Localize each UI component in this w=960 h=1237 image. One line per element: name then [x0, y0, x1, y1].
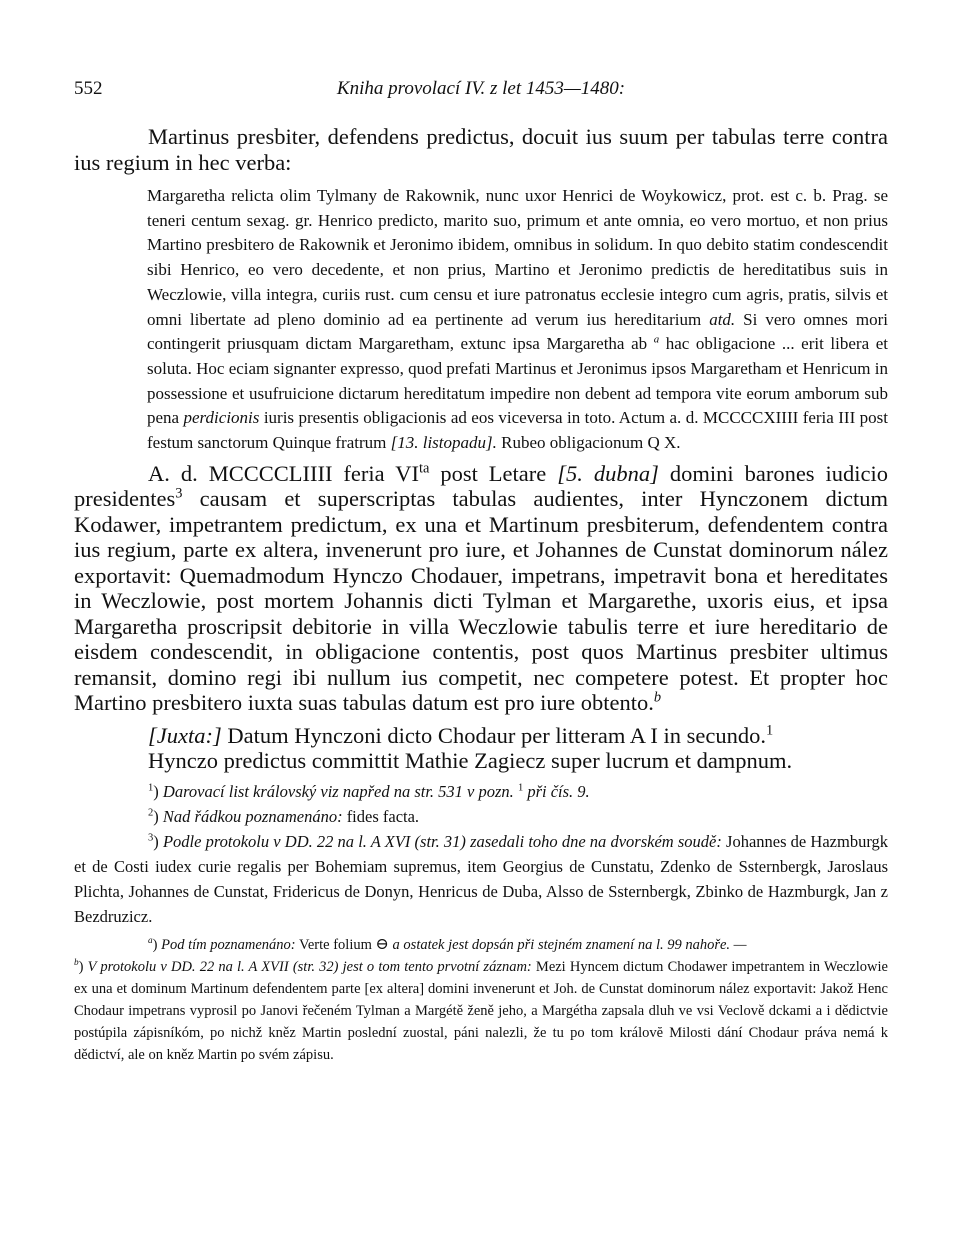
letter-note-a: $^a$) Pod tím poznamenáno: Verte folium ⊖ a ostatek jest dopsán při stejném znamení na l. 99 nahoře. —	[148, 935, 747, 953]
footnote-1: $^1$) Darovací list královský viz napřed na str. 531 v pozn. $^1$ při čís. 9.	[148, 781, 590, 801]
quote-text-5: Rubeo obligacionum Q X.	[501, 433, 681, 453]
juxta-line-2: Hynczo predictus committit Mathie Zagiecz super lucrum et dampnum.	[148, 747, 793, 773]
letter-notes	[74, 934, 888, 1066]
quoted-record	[147, 184, 888, 456]
quote-text-4: iuris presentis obligacionis ad eos viceversa in toto. Actum a. d. MCCCCXIIII feria III post festum sanctorum Quinque fratrum	[147, 408, 888, 453]
document-page	[74, 70, 888, 1066]
verdict-text-3: domini barones iudicio presidentes	[74, 460, 889, 512]
lead-paragraph: Martinus presbiter, defendens predictus, docuit ius suum per tabulas terre contra ius regium in hec verba:	[74, 124, 888, 175]
quote-atd: atd.	[709, 309, 736, 329]
verdict-paragraph	[74, 461, 888, 716]
quote-date-note: [13. listopadu].	[390, 433, 497, 453]
juxta-label: [Juxta:]	[148, 722, 222, 748]
juxta-note	[148, 723, 888, 773]
footnote-2: $^2$) Nad řádkou poznamenáno: fides facta.	[148, 806, 420, 826]
note-mark-b: b	[653, 689, 662, 706]
running-title: Kniha provolací IV. z let 1453—1480:	[336, 78, 626, 99]
quote-perdicionis: perdicionis	[183, 408, 260, 428]
quote-text-1: Margaretha relicta olim Tylmany de Rakownik, nunc uxor Henrici de Woykowicz, prot. est c. b. Prag. se teneri centum sexag. gr. Henrico predicto, marito suo, primum et ante omnia, eo vero mortuo, et non prius Martino presbitero de Rakownik et Jeronimo ibidem, omnibus in solidum. In quo debito statim condescendit sibi Henrico, eo vero decedente, et non prius, Martino et Jeronimo predictis de hereditatibus suis in Weczlowie, villa integra, curiis rust. cum censu et iure patronatus ecclesie integro cum agris, pratis, silvis et omni libertate ad pleno dominio ad ea pertinente ad verum ius hereditarium	[147, 186, 888, 329]
verdict-text-2: post Letare	[440, 460, 547, 486]
footnote-3: $^3$) Podle protokolu v DD. 22 na l. A XVI (str. 31) zasedali toho dne na dvorském soudě: Johannes de Hazmburgk et de Costi iudex curie regalis per Bohemiam supremus, item Georgius de Cunstatu, Zdenko de Ssternbergk, Jaroslaus Plichta, Johannes de Cunstat, Fridericus de Donyn, Henricus de Duba, Alsso de Ssternbergk, Zbinko de Hazmburgk, Jan z Bezdruzicz.	[74, 831, 889, 926]
note-mark-a: a	[653, 333, 660, 346]
verdict-date: [5. dubna]	[557, 460, 659, 486]
footnote-ref-1: 1	[766, 722, 774, 739]
letter-note-b: $^b$) V protokolu v DD. 22 na l. A XVII (str. 32) jest o tom tento prvotní záznam: Mezi Hyncem dictum Chodawer impetrantem in Weczlowie ex una et dominum Martinum defendentem parte [ex altera] domini invenerunt et Joh. de Cunstat dominorum nález exportavit: Jakož Henc Chodaur impetrans vyprosil po Janovi řečeném Tylman a Margétě ženě jeho, a Margétha zapsala dluh ve vsi Veclově dckami a i dědictvie postúpila zápisníkóm, po nichž kněz Martin poslední zuostal, páni nalezli, že tu po tom královĕ Milosti dání Chodaur práva nemá k dědictví, ale on kněz Martin po svém zápisu.	[74, 957, 888, 1063]
page-header	[74, 70, 888, 106]
page-number: 552	[74, 78, 103, 99]
juxta-line-1: [Juxta:] Datum Hynczoni dicto Chodaur per litteram A I in secundo.$^1$	[148, 722, 774, 748]
verdict-text-1: A. d. MCCCCLIIII feria VI	[148, 460, 419, 486]
quote-text-2: Si vero omnes mori contingerit priusquam dictam Margaretham, extunc ipsa Margaretha ab	[147, 309, 888, 354]
verdict-text-4: causam et superscriptas tabulas audientes, inter Hynczonem dictum Kodawer, impetrantem predictum, ex una et Martinum presbiterum, defendentem contra ius regium, parte ex altera, invenerunt pro iure, et Johannes de Cunstat dominorum nález exportavit: Quemadmodum Hynczo Chodauer, impetrans, impetravit bona et hereditates in Weczlowie, post mortem Johannis dicti Tylman et Margarethe, uxoris eius, et ipsa Margaretha proscripsit debitorie in villa Weczlowie tabulis terre et iure hereditario de eisdem condescendit, in obligacione contentis, post quos Martinus presbiter ultimus remansit, domino regi ibi nullum ius competit, nec competere potest. Et propter hoc Martino presbitero iuxta suas tabulas datum est pro iure obtento.	[74, 486, 889, 716]
circle-minus-icon: ⊖	[375, 935, 389, 953]
quote-text-3: hac obligacione ... erit libera et soluta. Hoc eciam signanter expresso, quod prefati Martinus et Jeronimus ipsos Margaretham et Henricum in possessione et usufruicione dictarum hereditatum impedire non debent ad tempora vite eorum amborum sub pena	[147, 334, 888, 428]
footnotes	[74, 779, 888, 929]
superscript-ta: ta	[418, 460, 430, 477]
footnote-ref-3: 3	[175, 485, 183, 502]
